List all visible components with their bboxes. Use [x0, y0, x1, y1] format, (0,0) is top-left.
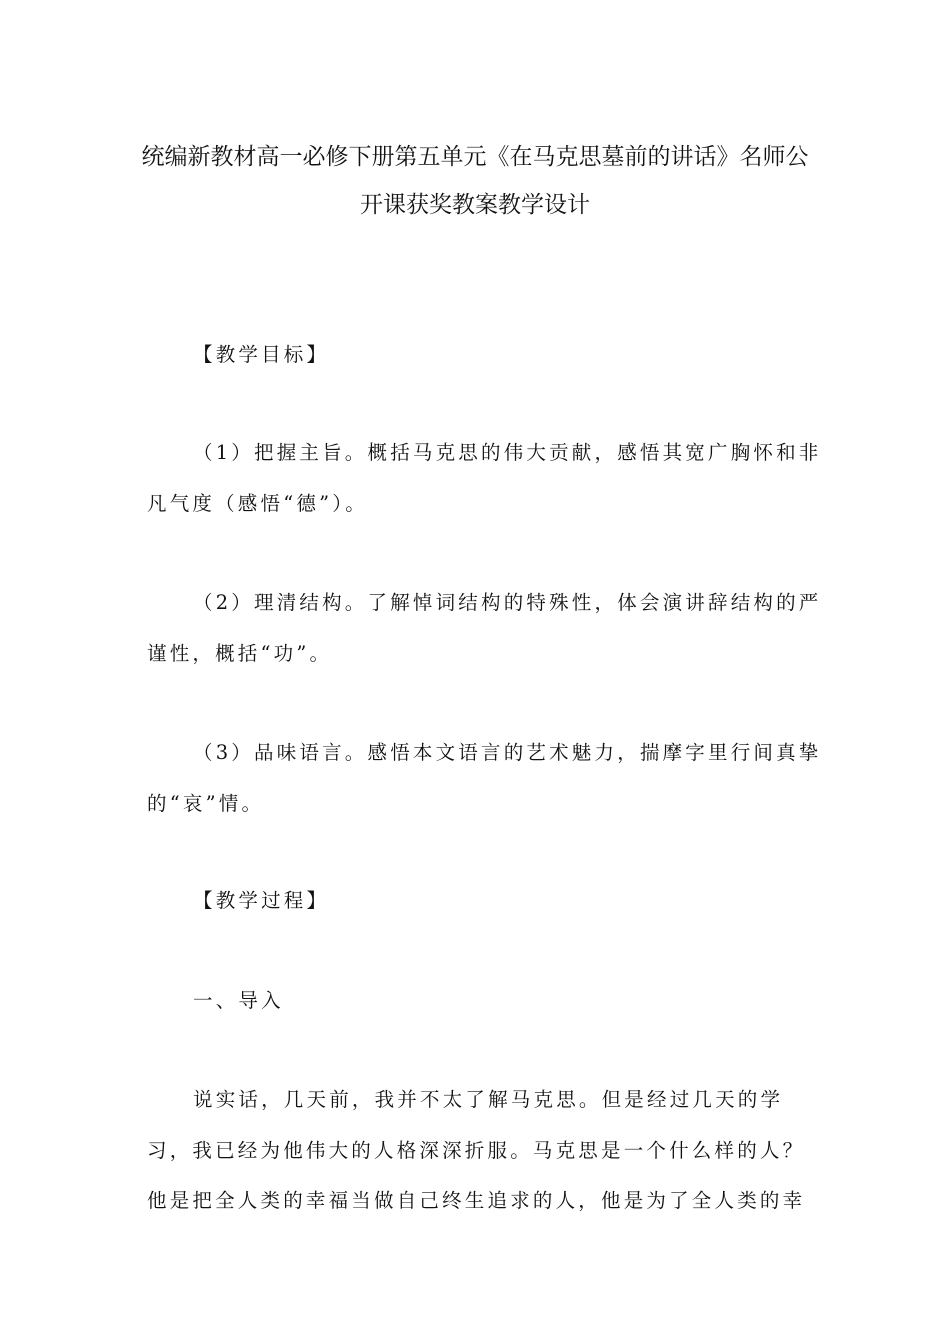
- document-title-line-1: 统编新教材高一必修下册第五单元《在马克思墓前的讲话》名师公: [141, 144, 809, 170]
- heading-teaching-goals: 【教学目标】: [193, 343, 330, 366]
- goal-2-line-1: （2）理清结构。了解悼词结构的特殊性，体会演讲辞结构的严: [193, 591, 822, 614]
- heading-teaching-process: 【教学过程】: [193, 889, 330, 912]
- goal-3-line-2: 的“哀”情。: [147, 792, 265, 815]
- document-title-line-2: 开课获奖教案教学设计: [360, 192, 590, 218]
- paragraph-line-1: 说实话，几天前，我并不太了解马克思。但是经过几天的学: [193, 1088, 784, 1111]
- goal-3-line-1: （3）品味语言。感悟本文语言的艺术魅力，揣摩字里行间真挚: [193, 741, 822, 764]
- goal-2-line-2: 谨性，概括“功”。: [147, 642, 333, 665]
- section-1-heading: 一、导入: [193, 989, 284, 1012]
- goal-1-line-1: （1）把握主旨。概括马克思的伟大贡献，感悟其宽广胸怀和非: [193, 441, 822, 464]
- paragraph-line-3: 他是把全人类的幸福当做自己终生追求的人，他是为了全人类的幸: [147, 1189, 806, 1212]
- goal-1-line-2: 凡气度（感悟“德”）。: [147, 492, 368, 515]
- paragraph-line-2: 习，我已经为他伟大的人格深深折服。马克思是一个什么样的人？: [147, 1139, 806, 1162]
